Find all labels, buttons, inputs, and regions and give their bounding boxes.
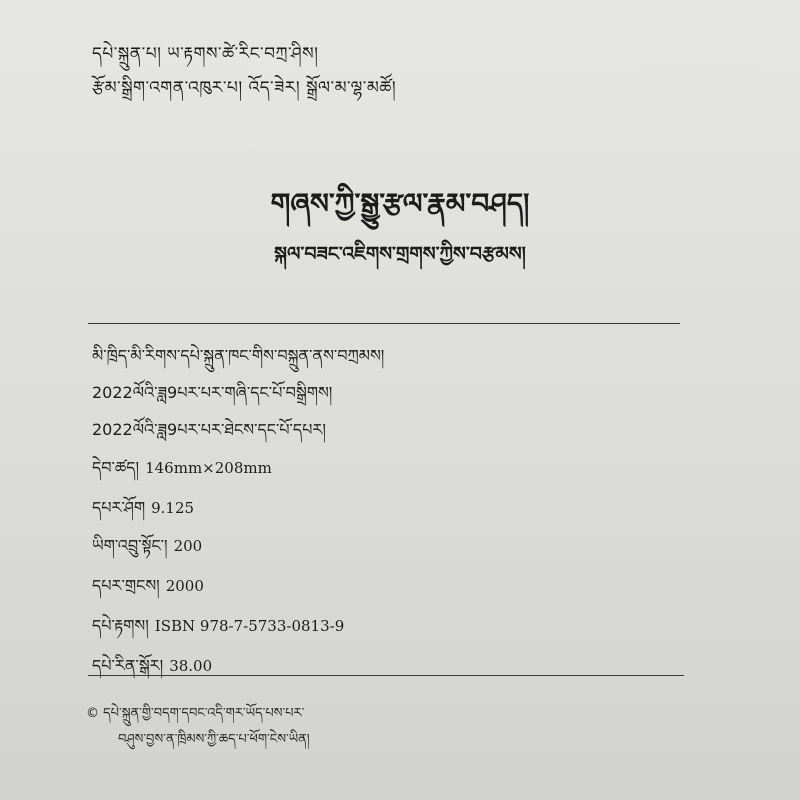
detail-value: 38.00 <box>169 657 213 675</box>
detail-label: དེབ་ཚད། <box>92 458 140 477</box>
divider-top <box>88 323 680 324</box>
detail-label: དཔར་གྲངས། <box>92 576 160 595</box>
detail-value: 146mm×208mm <box>145 459 272 477</box>
detail-value: ISBN 978-7-5733-0813-9 <box>154 617 345 635</box>
book-author: སྐལ་བཟང་འཇིགས་གྲགས་ཀྱིས་བརྩམས། <box>274 243 526 265</box>
copyright-notice-line1: © དཔེ་སྐྲུན་གྱི་བདག་དབང་འདི་གར་ཡོད་པས་པར་ <box>86 706 305 721</box>
detail-label: 2022ལོའི་ཟླ9པར་པར་ཐེངས་དང་པོ་དཔར། <box>92 420 326 439</box>
divider-bottom <box>88 675 684 676</box>
detail-label: དཔེ་རིན་སྒོར། <box>92 656 164 675</box>
detail-row-isbn <box>92 608 344 653</box>
detail-label: དཔེ་རྟགས། <box>92 616 149 635</box>
detail-row-format <box>92 450 272 495</box>
detail-label: མི་ཁྲིད་མི་རིགས་དཔེ་སྐྲུན་ཁང་གིས་བསྐྲུན་ནས་བཀྲམས། <box>92 346 385 365</box>
detail-value: 2000 <box>165 577 204 595</box>
publisher-line: དཔེ་སྐྲུན་པ། ཡ་རྟགས་ཚེ་རིང་བཀྲ་ཤིས། <box>92 44 319 64</box>
detail-row-print-run <box>92 568 204 613</box>
detail-label: 2022ལོའི་ཟླ9པར་པར་གཞི་དང་པོ་བསྒྲིགས། <box>92 383 333 402</box>
detail-label: དཔར་ཤོག <box>92 498 146 517</box>
copyright-notice-line2: བཤུས་བྱས་ན་ཁྲིམས་ཀྱི་ཆད་པ་ཕོག་ངེས་ཡིན། <box>118 732 310 747</box>
detail-value: 9.125 <box>151 499 195 517</box>
detail-row-price <box>92 648 212 693</box>
book-title: གཞས་ཀྱི་སྒྱུ་རྩལ་རྣམ་བཤད། <box>270 187 530 220</box>
editors-line: རྩོམ་སྒྲིག་འགན་འཁུར་པ། འོད་ཟེར། སྒྲོལ་མ་ལྷ་མཚོ། <box>92 78 397 98</box>
detail-label: ཡིག་འབྲུ་སྟོང་། <box>92 536 168 555</box>
detail-row-word-count <box>92 528 202 573</box>
detail-value: 200 <box>173 537 203 555</box>
